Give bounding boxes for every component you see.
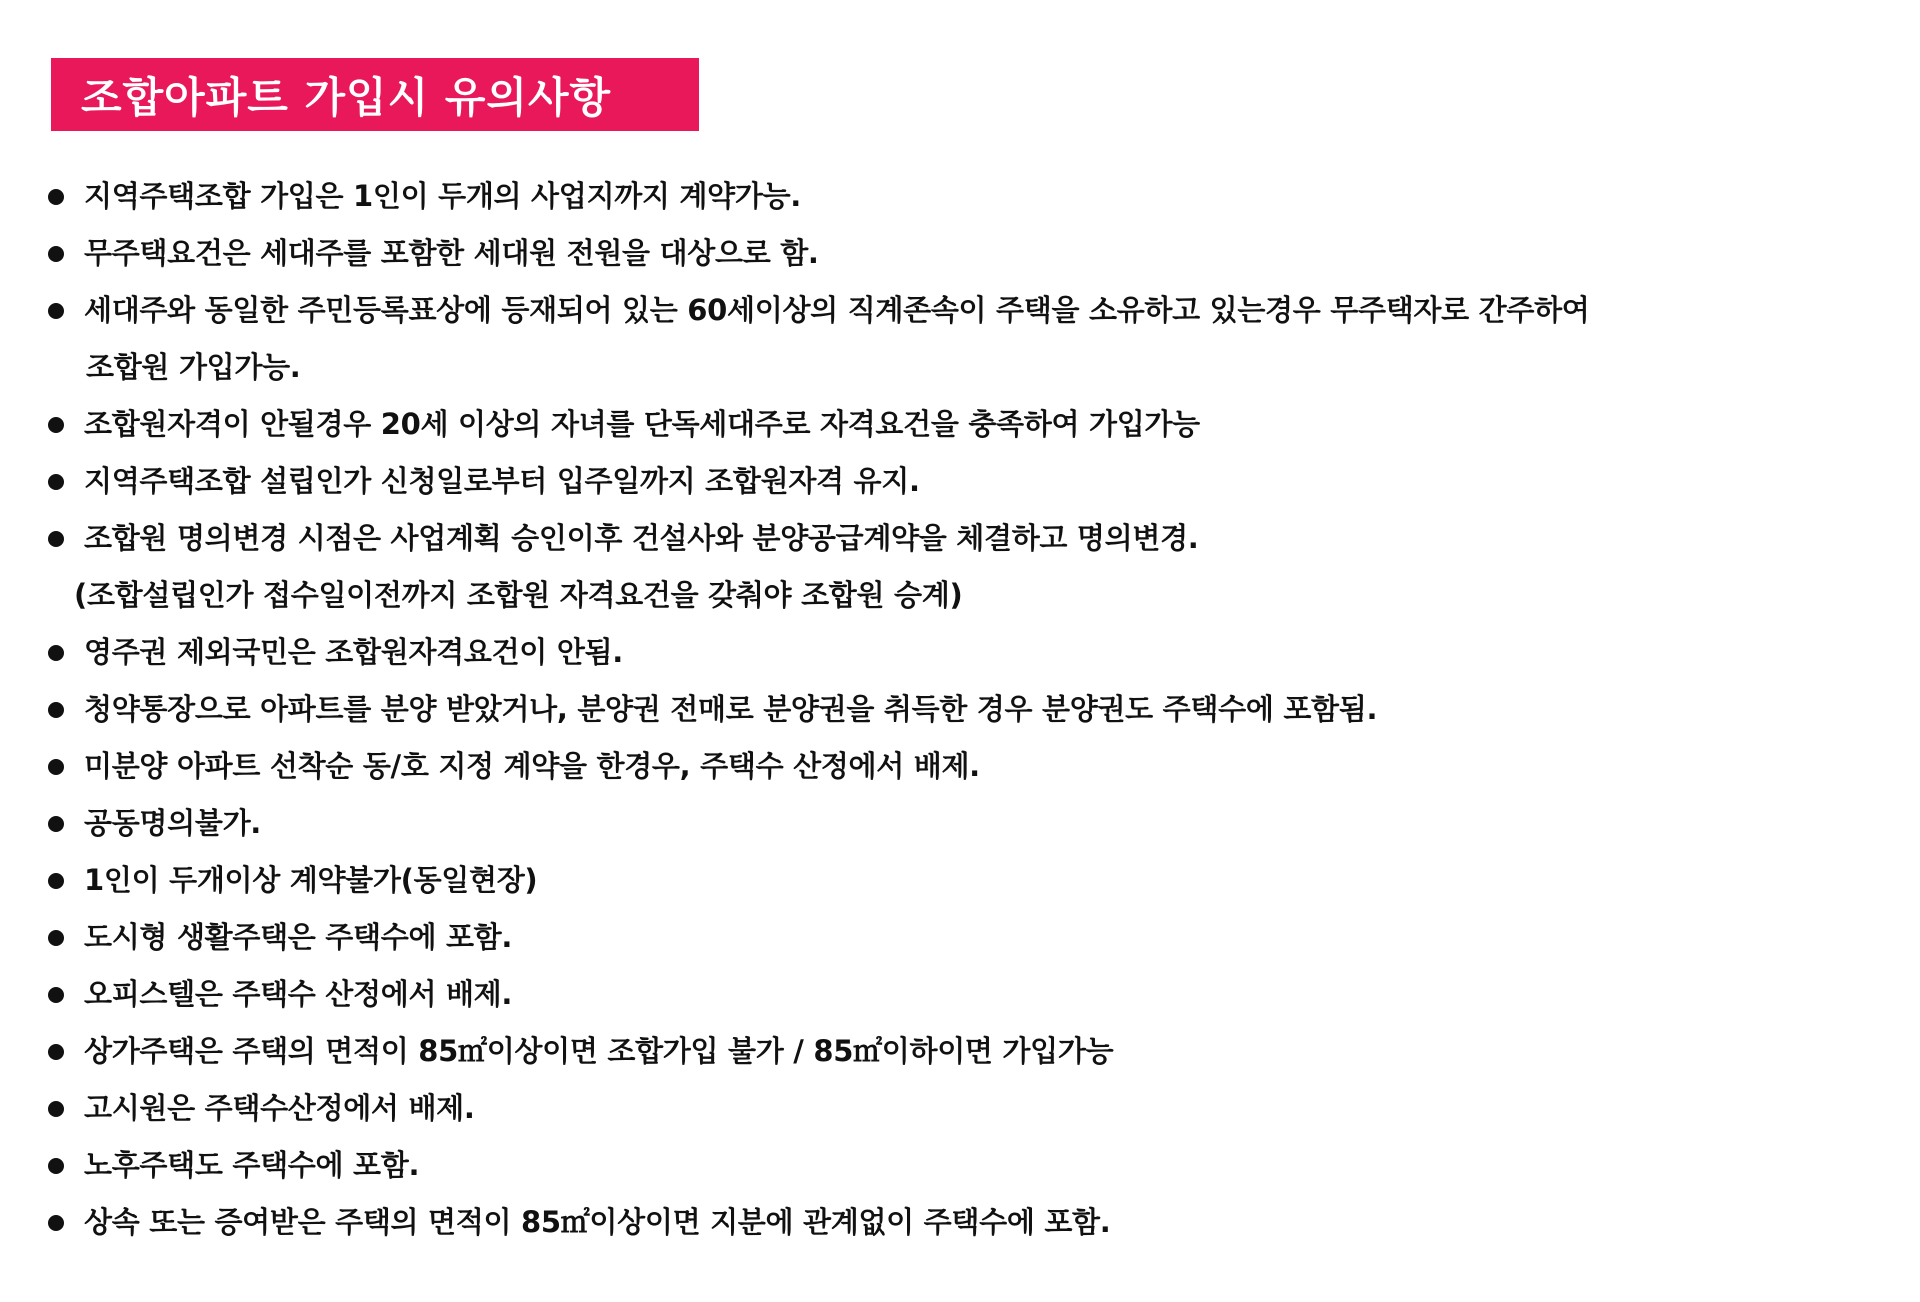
notice-item-continuation bbox=[46, 567, 1886, 624]
notice-item bbox=[46, 795, 1886, 852]
title-banner bbox=[51, 58, 699, 131]
bullet-icon bbox=[48, 531, 64, 547]
notice-item bbox=[46, 624, 1886, 681]
notice-text: 노후주택도 주택수에 포함. bbox=[84, 1148, 420, 1182]
notice-item bbox=[46, 510, 1886, 567]
notice-text: 세대주와 동일한 주민등록표상에 등재되어 있는 60세이상의 직계존속이 주택을 소유하고 있는경우 무주택자로 간주하여 bbox=[84, 293, 1590, 327]
bullet-icon bbox=[48, 873, 64, 889]
notice-item bbox=[46, 396, 1886, 453]
notice-item bbox=[46, 681, 1886, 738]
notice-text: 고시원은 주택수산정에서 배제. bbox=[84, 1091, 475, 1125]
notice-item bbox=[46, 966, 1886, 1023]
notice-item bbox=[46, 1023, 1886, 1080]
bullet-icon bbox=[48, 1215, 64, 1231]
bullet-icon bbox=[48, 417, 64, 433]
bullet-icon bbox=[48, 303, 64, 319]
notice-text: 미분양 아파트 선착순 동/호 지정 계약을 한경우, 주택수 산정에서 배제. bbox=[84, 749, 980, 783]
bullet-icon bbox=[48, 645, 64, 661]
notice-text: (조합설립인가 접수일이전까지 조합원 자격요건을 갖춰야 조합원 승계) bbox=[74, 578, 963, 612]
bullet-icon bbox=[48, 1158, 64, 1174]
notice-text: 청약통장으로 아파트를 분양 받았거나, 분양권 전매로 분양권을 취득한 경우 분양권도 주택수에 포함됨. bbox=[84, 692, 1378, 726]
notice-text: 조합원자격이 안될경우 20세 이상의 자녀를 단독세대주로 자격요건을 충족하여 가입가능 bbox=[84, 407, 1200, 441]
bullet-icon bbox=[48, 246, 64, 262]
notice-text: 상속 또는 증여받은 주택의 면적이 85㎡이상이면 지분에 관계없이 주택수에 포함. bbox=[84, 1205, 1111, 1239]
notice-list bbox=[46, 168, 1886, 1251]
notice-text: 상가주택은 주택의 면적이 85㎡이상이면 조합가입 불가 / 85㎡이하이면 가입가능 bbox=[84, 1034, 1114, 1068]
notice-item bbox=[46, 909, 1886, 966]
notice-text: 도시형 생활주택은 주택수에 포함. bbox=[84, 920, 513, 954]
notice-text: 조합원 명의변경 시점은 사업계획 승인이후 건설사와 분양공급계약을 체결하고 명의변경. bbox=[84, 521, 1199, 555]
bullet-icon bbox=[48, 1044, 64, 1060]
bullet-icon bbox=[48, 987, 64, 1003]
bullet-icon bbox=[48, 474, 64, 490]
notice-text: 무주택요건은 세대주를 포함한 세대원 전원을 대상으로 함. bbox=[84, 236, 819, 270]
bullet-icon bbox=[48, 816, 64, 832]
bullet-icon bbox=[48, 930, 64, 946]
page-title: 조합아파트 가입시 유의사항 bbox=[81, 72, 612, 122]
notice-text: 지역주택조합 설립인가 신청일로부터 입주일까지 조합원자격 유지. bbox=[84, 464, 920, 498]
notice-item bbox=[46, 453, 1886, 510]
notice-item bbox=[46, 168, 1886, 225]
notice-text: 오피스텔은 주택수 산정에서 배제. bbox=[84, 977, 513, 1011]
notice-item bbox=[46, 1194, 1886, 1251]
notice-item bbox=[46, 852, 1886, 909]
notice-item bbox=[46, 1080, 1886, 1137]
notice-text: 공동명의불가. bbox=[84, 806, 262, 840]
bullet-icon bbox=[48, 1101, 64, 1117]
bullet-icon bbox=[48, 702, 64, 718]
notice-text: 지역주택조합 가입은 1인이 두개의 사업지까지 계약가능. bbox=[84, 179, 801, 213]
bullet-icon bbox=[48, 759, 64, 775]
notice-text: 1인이 두개이상 계약불가(동일현장) bbox=[84, 863, 538, 897]
notice-item bbox=[46, 738, 1886, 795]
notice-item-continuation bbox=[46, 339, 1886, 396]
bullet-icon bbox=[48, 189, 64, 205]
notice-text: 조합원 가입가능. bbox=[86, 350, 301, 384]
notice-item bbox=[46, 282, 1886, 339]
notice-item bbox=[46, 1137, 1886, 1194]
notice-text: 영주권 제외국민은 조합원자격요건이 안됨. bbox=[84, 635, 623, 669]
notice-item bbox=[46, 225, 1886, 282]
